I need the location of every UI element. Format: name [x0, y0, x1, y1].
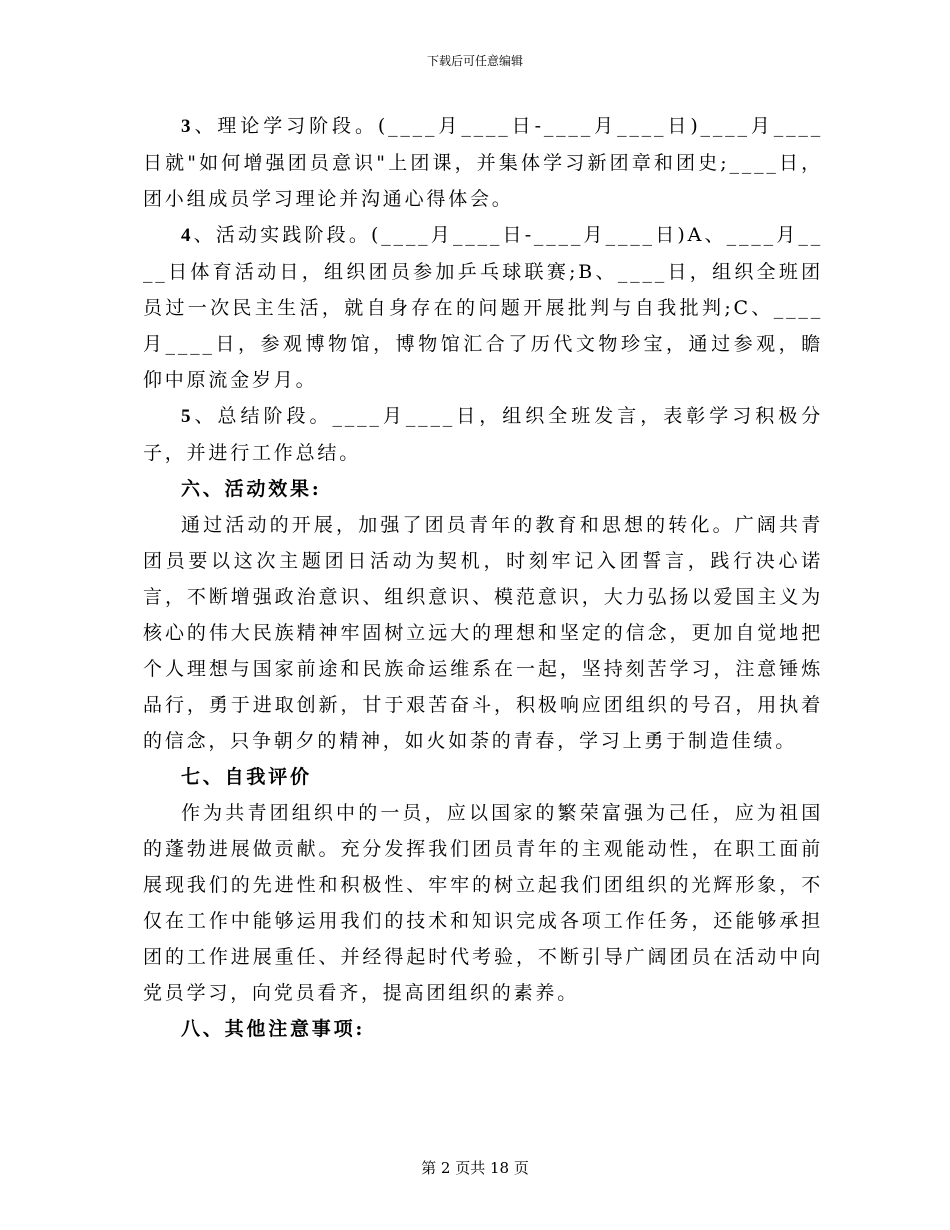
- stage-4-text: 、活动实践阶段。(____月____日-____月____日)A、____月____日体育活动日，组织团员参加乒乓球联赛;B、____日，组织全班团员过一次民主生活，就自身存在的问题开展批判与自我批判;C、____月____日，参观博物馆，博物馆汇合了历代文物珍宝，通过参观，瞻仰中原流金岁月。: [143, 224, 823, 391]
- document-body: [143, 108, 823, 1047]
- paragraph-stage-3: [143, 108, 823, 217]
- stage-number: 5: [181, 406, 194, 427]
- section-heading-6: 六、活动效果:: [181, 478, 322, 500]
- page-header: 下载后可任意编辑: [426, 54, 523, 68]
- paragraph-activity-effect: 通过活动的开展，加强了团员青年的教育和思想的转化。广阔共青团员要以这次主题团日活动为契机，时刻牢记入团誓言，践行决心诺言，不断增强政治意识、组织意识、模范意识，大力弘扬以爱国主义为核心的伟大民族精神牢固树立远大的理想和坚定的信念，更加自觉地把个人理想与国家前途和民族命运维系在一起，坚持刻苦学习，注意锤炼品行，勇于进取创新，甘于艰苦奋斗，积极响应团组织的号召，用执着的信念，只争朝夕的精神，如火如荼的青春，学习上勇于制造佳绩。: [143, 514, 823, 752]
- section-heading-7: 七、自我评价: [181, 766, 312, 788]
- stage-3-text: 、理论学习阶段。(____月____日-____月____日)____月____日就"如何增强团员意识"上团课，并集体学习新团章和团史;____日，团小组成员学习理论并沟通心得体会。: [143, 115, 823, 210]
- stage-number: 4: [181, 225, 194, 246]
- paragraph-stage-4: [143, 217, 823, 398]
- page-footer: 第 2 页共 18 页: [421, 1159, 529, 1177]
- paragraph-self-evaluation: 作为共青团组织中的一员，应以国家的繁荣富强为己任，应为祖国的蓬勃进展做贡献。充分发挥我们团员青年的主观能动性，在职工面前展现我们的先进性和积极性、牢牢的树立起我们团组织的光辉形象，不仅在工作中能够运用我们的技术和知识完成各项工作任务，还能够承担团的工作进展重任、并经得起时代考验，不断引导广阔团员在活动中向党员学习，向党员看齐，提高团组织的素养。: [143, 802, 823, 1004]
- stage-5-text: 、总结阶段。____月____日，组织全班发言，表彰学习积极分子，并进行工作总结。: [143, 405, 823, 464]
- stage-number: 3: [181, 116, 194, 137]
- section-heading-8: 八、其他注意事项:: [181, 1018, 366, 1040]
- paragraph-stage-5: [143, 398, 823, 471]
